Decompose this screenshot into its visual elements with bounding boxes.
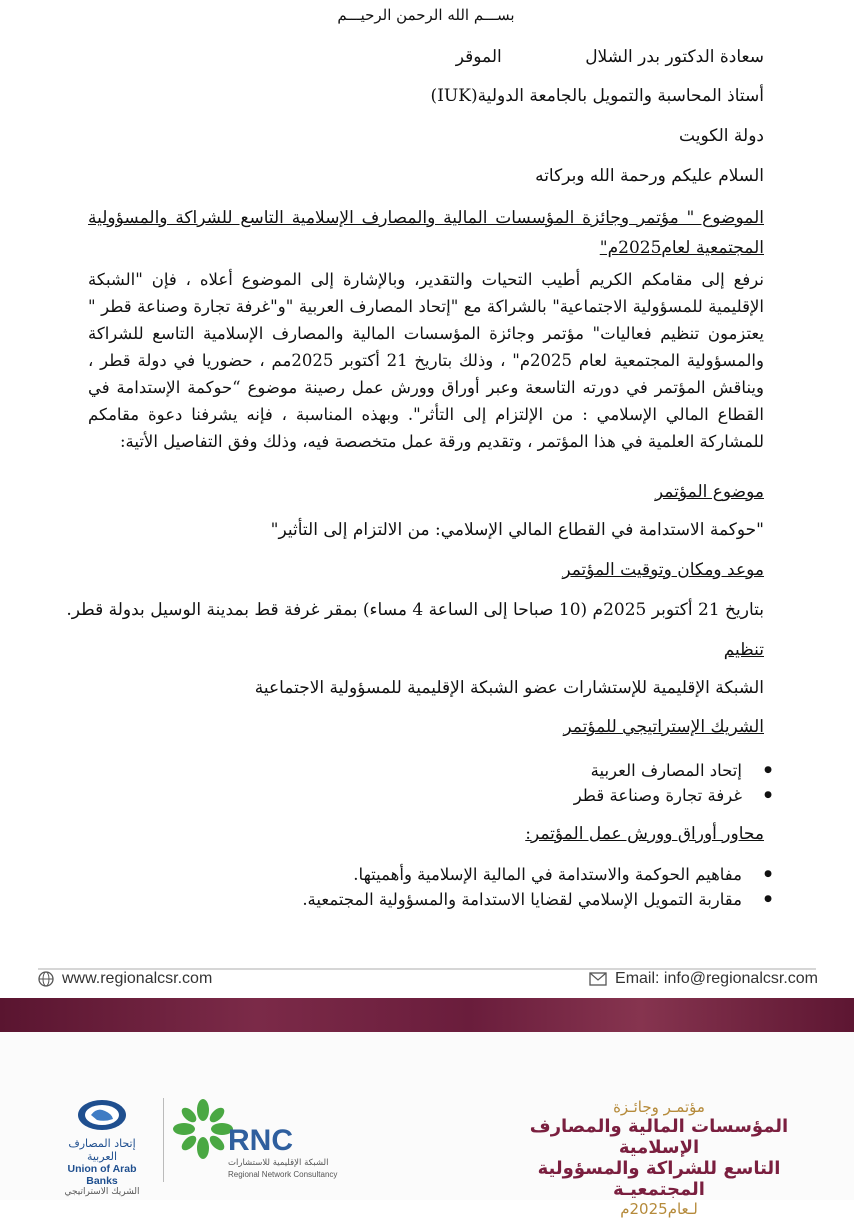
- union-english: Union of Arab Banks: [67, 1163, 137, 1187]
- greeting: السلام عليكم ورحمة الله وبركاته: [535, 166, 764, 186]
- date-text: بتاريخ 21 أكتوبر 2025م (10 صباحا إلى الساعة 4 مساء) بمقر غرفة قط بمدينة الوسيل بدولة قطر.: [66, 600, 764, 620]
- conf-line3: التاسع للشراكة والمسؤولية المجتمعيـة: [537, 1158, 781, 1200]
- date-heading: موعد ومكان وتوقيت المؤتمر: [562, 560, 764, 580]
- globe-icon: [38, 971, 54, 987]
- axes-list: [302, 862, 764, 912]
- topic-text: "حوكمة الاستدامة في القطاع المالي الإسلامي: من الالتزام إلى التأثير": [270, 520, 764, 540]
- basmala: بســـم الله الرحمن الرحيـــم: [337, 6, 515, 24]
- union-arabic: إتحاد المصارف العربية: [68, 1137, 136, 1163]
- organizer-heading: تنظيم: [723, 640, 764, 660]
- logo-divider: [163, 1098, 164, 1182]
- union-of-arab-banks-logo: [52, 1098, 152, 1197]
- rnc-leaf-icon: [172, 1098, 234, 1160]
- rnc-mark: RNC: [228, 1124, 293, 1157]
- partner-heading: الشريك الإستراتيجي للمؤتمر: [563, 717, 764, 737]
- recipient-title: أستاذ المحاسبة والتمويل بالجامعة الدولية(IUK): [430, 86, 764, 106]
- envelope-icon: [589, 972, 607, 986]
- organizer-text: الشبكة الإقليمية للإستشارات عضو الشبكة الإقليمية للمسؤولية الاجتماعية: [254, 678, 764, 698]
- topic-heading: موضوع المؤتمر: [654, 482, 764, 502]
- list-item: ● إتحاد المصارف العربية: [574, 758, 742, 783]
- union-partner: الشريك الاستراتيجي: [64, 1187, 140, 1197]
- rnc-logo: [172, 1096, 350, 1182]
- list-item: ● مقاربة التمويل الإسلامي لقضايا الاستدامة والمسؤولية المجتمعية.: [302, 887, 742, 912]
- rnc-english: Regional Network Consultancy: [228, 1170, 338, 1179]
- conf-line4: لـعام2025م: [620, 1200, 698, 1218]
- body-paragraph: نرفع إلى مقامكم الكريم أطيب التحيات والتقدير، وبالإشارة إلى الموضوع أعلاه ، فإن "الشبكة الإقليمية للمسؤولية الاجتماعية" بالشراكة مع "إتحاد المصارف العربية "و"غرفة تجارة وصناعة قطر " يعتزمون تنظيم فعاليات" مؤتمر وجائزة المؤسسات المالية والمصارف الإسلامية التاسع للشراكة والمسؤولية المجتمعية لعام 2025م" ، وذلك بتاريخ 21 أكتوبر 2025مم ، حضوريا في دولة قطر ، ويناقش المؤتمر في دورته التاسعة وعبر أوراق وورش عمل رصينة موضوع “حوكمة الإستدامة في القطاع المالي الإسلامي : من الإلتزام إلى التأثر". وبهذه المناسبة ، فإنه يشرفنا دعوة مقامكم للمشاركة العلمية في هذا المؤتمر ، وتقديم ورقة عمل متخصصة فيه، وذلك وفق التفاصيل الأتية:: [88, 270, 764, 451]
- conf-line1: مؤتمـر وجائـزة: [613, 1098, 705, 1116]
- honorific: الموقر: [455, 47, 502, 67]
- union-emblem-icon: [75, 1098, 129, 1132]
- subject-line: الموضوع " مؤتمر وجائزة المؤسسات المالية والمصارف الإسلامية التاسع للشراكة والمسؤولية المجتمعية لعام2025م": [88, 208, 764, 258]
- rnc-arabic: الشبكة الإقليمية للاستشارات: [228, 1158, 329, 1168]
- list-item: ● غرفة تجارة وصناعة قطر: [574, 783, 742, 808]
- axes-heading: محاور أوراق وورش عمل المؤتمر:: [525, 824, 764, 844]
- footer-email[interactable]: Email: info@regionalcsr.com: [589, 970, 818, 988]
- maroon-banner: [0, 998, 854, 1032]
- country: دولة الكويت: [679, 126, 764, 146]
- recipient-name: سعادة الدكتور بدر الشلال الموقر: [455, 47, 764, 67]
- list-item: ● مفاهيم الحوكمة والاستدامة في المالية الإسلامية وأهميتها.: [302, 862, 742, 887]
- footer-website[interactable]: www.regionalcsr.com: [38, 970, 212, 988]
- conf-line2: المؤسسات المالية والمصارف الإسلامية: [529, 1116, 789, 1158]
- partner-list: [574, 758, 764, 808]
- conference-title-logo: [494, 1098, 824, 1218]
